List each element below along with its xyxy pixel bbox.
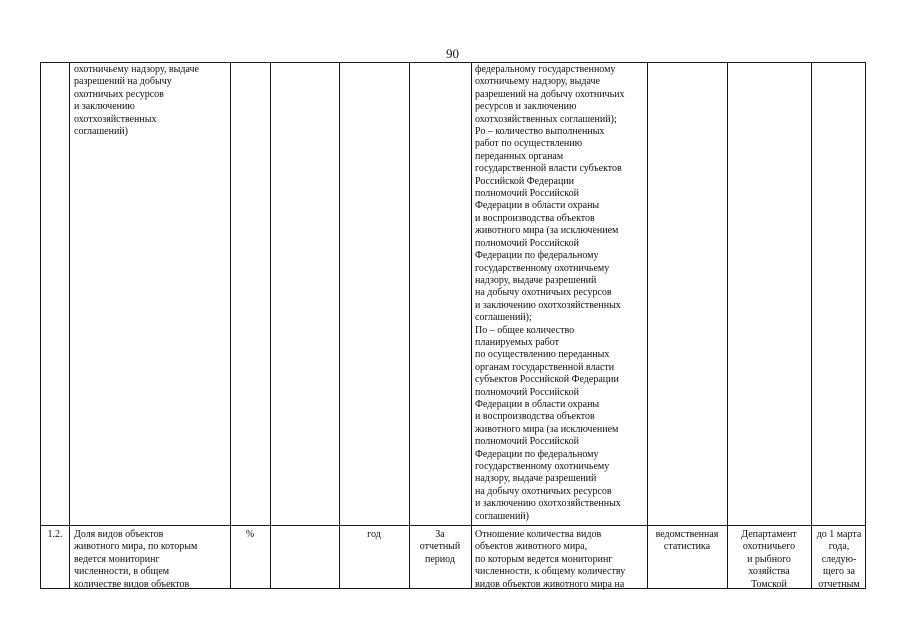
data-source: ведомственная статистика [655, 529, 719, 553]
column-divider [727, 63, 728, 588]
responsible-body: Департамент охотничьего и рыбного хозяйства Томской [741, 529, 797, 590]
column-divider [811, 63, 812, 588]
page-number: 90 [446, 46, 459, 61]
column-divider [647, 63, 648, 588]
column-divider [270, 63, 271, 588]
column-divider [471, 63, 472, 588]
periodicity: год [367, 529, 381, 540]
time-characteristic: За отчетный период [419, 529, 461, 565]
continued-indicator-name: охотничьему надзору, выдаче разрешений на добычу охотничьих ресурсов и заключению охотхозяйственных соглашений) [74, 64, 199, 138]
indicators-table [40, 62, 866, 589]
row-divider [41, 525, 865, 526]
column-divider [339, 63, 340, 588]
column-divider [69, 63, 70, 588]
indicator-name: Доля видов объектов животного мира, по которым ведется мониторинг численности, в общем количестве видов объектов [74, 529, 198, 590]
continued-calculation-method: федеральному государственному охотничьему надзору, выдаче разрешений на добычу охотничьих ресурсов и заключению охотхозяйственных соглашений); Ро – количество выполненных работ по осуществлению переданных органам государственной власти субъектов Российской Федерации полномочий Российской Федерации в области охраны и воспроизводства объектов животного мира (за исключением полномочий Российской Федерации по федеральному государственному охотничьему надзору, выдаче разрешений на добычу охотничьих ресурсов и заключению охотхозяйственных соглашений); По – общее количество планируемых работ по осуществлению переданных органам государственной власти субъектов Российской Федерации полномочий Российской Федерации в области охраны и воспроизводства объектов животного мира (за исключением полномочий Российской Федерации по федеральному государственному охотничьему надзору, выдаче разрешений на добычу охотничьих ресурсов и заключению охотхозяйственных соглашений) [475, 64, 625, 522]
column-divider [230, 63, 231, 588]
reporting-deadline: до 1 марта года, следую- щего за отчетным [816, 529, 862, 590]
unit-of-measure: % [245, 529, 255, 540]
row-number: 1.2. [47, 529, 63, 540]
column-divider [409, 63, 410, 588]
calculation-method: Отношение количества видов объектов животного мира, по которым ведется мониторинг численности, к общему количеству видов объектов животного мира на [475, 529, 626, 590]
